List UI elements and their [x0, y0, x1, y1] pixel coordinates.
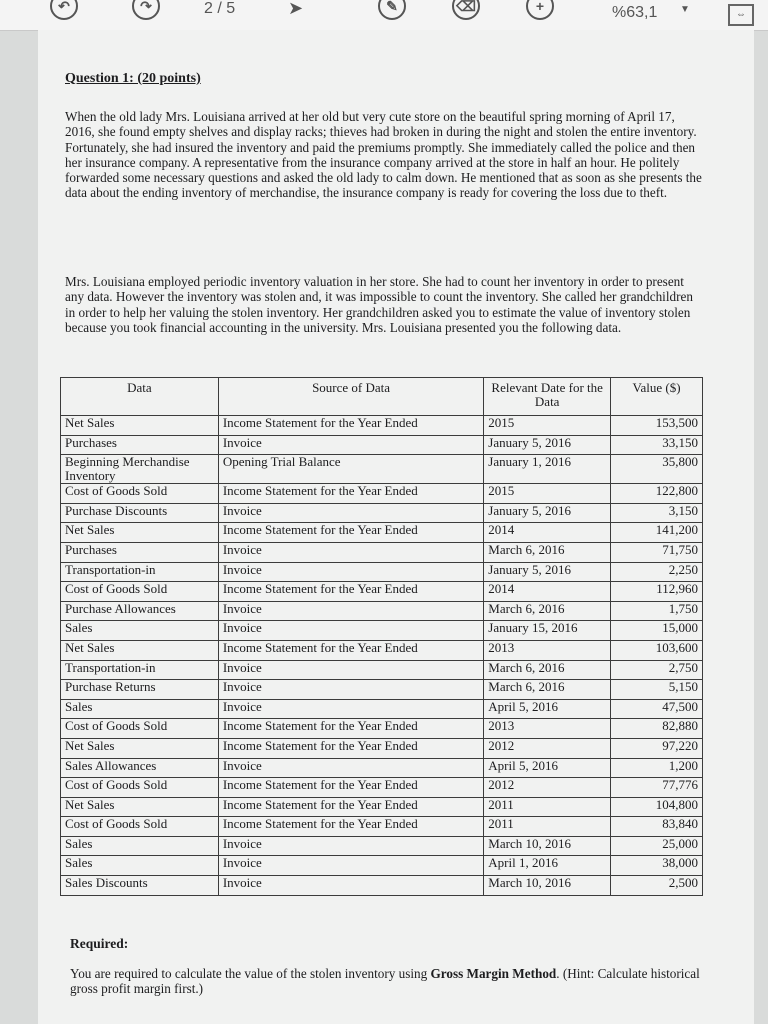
- table-row: [61, 778, 703, 798]
- cell-value: 97,220: [611, 738, 703, 758]
- cell-data: Transportation-in: [61, 562, 219, 582]
- cell-date: March 6, 2016: [484, 660, 611, 680]
- table-row: [61, 876, 703, 896]
- header-source: Source of Data: [218, 378, 483, 416]
- cell-source: Income Statement for the Year Ended: [218, 817, 483, 837]
- cell-data: Cost of Goods Sold: [61, 719, 219, 739]
- table-body: [61, 416, 703, 896]
- cell-data: Purchase Discounts: [61, 503, 219, 523]
- cell-data: Net Sales: [61, 738, 219, 758]
- page-indicator: 2 / 5: [204, 0, 236, 17]
- highlighter-icon[interactable]: ✎: [378, 0, 406, 20]
- table-row: [61, 416, 703, 436]
- cell-source: Invoice: [218, 601, 483, 621]
- cell-data: Cost of Goods Sold: [61, 484, 219, 504]
- cell-value: 77,776: [611, 778, 703, 798]
- cell-source: Income Statement for the Year Ended: [218, 523, 483, 543]
- fit-page-icon[interactable]: ⇔: [728, 4, 754, 26]
- cell-value: 103,600: [611, 640, 703, 660]
- cell-value: 2,750: [611, 660, 703, 680]
- table-row: [61, 719, 703, 739]
- cell-value: 83,840: [611, 817, 703, 837]
- cell-date: 2015: [484, 416, 611, 436]
- table-row: [61, 817, 703, 837]
- table-row: [61, 699, 703, 719]
- table-row: [61, 582, 703, 602]
- header-date: Relevant Date for the Data: [484, 378, 611, 416]
- required-text: [70, 966, 710, 996]
- cell-value: 71,750: [611, 542, 703, 562]
- cell-data: Sales Allowances: [61, 758, 219, 778]
- cell-source: Invoice: [218, 435, 483, 455]
- cell-date: 2011: [484, 797, 611, 817]
- cell-date: March 10, 2016: [484, 876, 611, 896]
- cell-value: 47,500: [611, 699, 703, 719]
- eraser-icon[interactable]: ⌫: [452, 0, 480, 20]
- cell-date: January 5, 2016: [484, 435, 611, 455]
- cell-source: Income Statement for the Year Ended: [218, 640, 483, 660]
- table-row: [61, 836, 703, 856]
- cell-source: Income Statement for the Year Ended: [218, 797, 483, 817]
- cell-source: Opening Trial Balance: [218, 455, 483, 484]
- cell-data: Sales: [61, 699, 219, 719]
- cell-source: Invoice: [218, 621, 483, 641]
- cell-data: Sales: [61, 836, 219, 856]
- cell-source: Invoice: [218, 680, 483, 700]
- cell-date: 2012: [484, 738, 611, 758]
- cell-data: Purchases: [61, 435, 219, 455]
- required-text-before: You are required to calculate the value of the stolen inventory using: [70, 966, 431, 981]
- dropdown-icon[interactable]: ▼: [680, 4, 690, 15]
- table-row: [61, 562, 703, 582]
- cell-source: Income Statement for the Year Ended: [218, 738, 483, 758]
- cell-value: 2,500: [611, 876, 703, 896]
- required-method: Gross Margin Method: [430, 966, 557, 981]
- cell-source: Invoice: [218, 856, 483, 876]
- cell-source: Invoice: [218, 660, 483, 680]
- cell-date: 2011: [484, 817, 611, 837]
- cell-value: 25,000: [611, 836, 703, 856]
- cell-date: March 10, 2016: [484, 836, 611, 856]
- cell-data: Net Sales: [61, 640, 219, 660]
- table-row: [61, 738, 703, 758]
- cell-value: 35,800: [611, 455, 703, 484]
- cell-data: Sales: [61, 621, 219, 641]
- cell-date: 2014: [484, 582, 611, 602]
- cell-value: 1,200: [611, 758, 703, 778]
- cell-data: Purchase Allowances: [61, 601, 219, 621]
- table-row: [61, 758, 703, 778]
- table-row: [61, 503, 703, 523]
- cell-data: Transportation-in: [61, 660, 219, 680]
- cell-data: Net Sales: [61, 797, 219, 817]
- table-row: [61, 601, 703, 621]
- cell-source: Invoice: [218, 876, 483, 896]
- cell-date: January 5, 2016: [484, 562, 611, 582]
- cell-source: Income Statement for the Year Ended: [218, 582, 483, 602]
- cell-data: Cost of Goods Sold: [61, 778, 219, 798]
- cell-value: 38,000: [611, 856, 703, 876]
- cell-source: Invoice: [218, 562, 483, 582]
- data-table: [60, 377, 703, 896]
- cell-value: 5,150: [611, 680, 703, 700]
- cell-data: Sales: [61, 856, 219, 876]
- required-text-after: . (Hint: Calculate historical gross profit margin first.): [70, 966, 700, 996]
- cell-date: January 15, 2016: [484, 621, 611, 641]
- cell-source: Invoice: [218, 542, 483, 562]
- cell-source: Income Statement for the Year Ended: [218, 778, 483, 798]
- undo-icon[interactable]: ↶: [50, 0, 78, 20]
- cell-date: January 5, 2016: [484, 503, 611, 523]
- cell-date: March 6, 2016: [484, 542, 611, 562]
- cell-date: March 6, 2016: [484, 601, 611, 621]
- cell-data: Cost of Goods Sold: [61, 817, 219, 837]
- required-label: Required:: [70, 936, 129, 951]
- cell-value: 3,150: [611, 503, 703, 523]
- header-data: Data: [61, 378, 219, 416]
- cell-value: 82,880: [611, 719, 703, 739]
- cell-source: Invoice: [218, 758, 483, 778]
- cell-source: Income Statement for the Year Ended: [218, 719, 483, 739]
- cell-value: 112,960: [611, 582, 703, 602]
- cell-source: Invoice: [218, 699, 483, 719]
- cell-value: 1,750: [611, 601, 703, 621]
- table-row: [61, 621, 703, 641]
- cell-date: 2015: [484, 484, 611, 504]
- cell-source: Income Statement for the Year Ended: [218, 416, 483, 436]
- cell-data: Purchase Returns: [61, 680, 219, 700]
- cell-data: Sales Discounts: [61, 876, 219, 896]
- cell-date: March 6, 2016: [484, 680, 611, 700]
- cell-data: Purchases: [61, 542, 219, 562]
- add-icon[interactable]: +: [526, 0, 554, 20]
- redo-icon[interactable]: ↷: [132, 0, 160, 20]
- zoom-level[interactable]: %63,1: [612, 4, 658, 21]
- cell-date: 2014: [484, 523, 611, 543]
- table-row: [61, 435, 703, 455]
- cell-source: Invoice: [218, 503, 483, 523]
- cell-source: Invoice: [218, 836, 483, 856]
- cell-value: 2,250: [611, 562, 703, 582]
- scenario-paragraph: When the old lady Mrs. Louisiana arrived at her old but very cute store on the beautiful spring morning of April 17, 2016, she found empty shelves and display racks; thieves had broken in during the night and stolen the entire inventory. Fortunately, she had insured the inventory and paid the premiums promptly. She immediately called the police and then her insurance company. A representative from the insurance company arrived at the store in half an hour. He politely forwarded some necessary questions and asked the old lady to calm down. He mentioned that as soon as she presents the data about the ending inventory of merchandise, the insurance company is ready for covering the loss due to theft.: [65, 109, 702, 201]
- cell-data: Net Sales: [61, 523, 219, 543]
- cursor-icon[interactable]: ➤: [288, 0, 304, 18]
- table-row: [61, 640, 703, 660]
- table-row: [61, 660, 703, 680]
- cell-value: 153,500: [611, 416, 703, 436]
- inventory-paragraph: Mrs. Louisiana employed periodic inventory valuation in her store. She had to count her inventory in order to present any data. However the inventory was stolen and, it was impossible to count the inventory. She called her grandchildren in order to help her valuing the stolen inventory. Her grandchildren asked you to estimate the value of inventory stolen because you took financial accounting in the university. Mrs. Louisiana presented you the following data.: [65, 274, 693, 335]
- cell-date: 2013: [484, 640, 611, 660]
- cell-date: 2012: [484, 778, 611, 798]
- cell-value: 122,800: [611, 484, 703, 504]
- table-row: [61, 523, 703, 543]
- cell-data: Beginning Merchandise Inventory: [61, 455, 219, 484]
- table-row: [61, 680, 703, 700]
- viewer-toolbar: [0, 0, 768, 31]
- header-value: Value ($): [611, 378, 703, 416]
- cell-date: April 1, 2016: [484, 856, 611, 876]
- table-row: [61, 484, 703, 504]
- cell-date: January 1, 2016: [484, 455, 611, 484]
- table-row: [61, 542, 703, 562]
- cell-value: 33,150: [611, 435, 703, 455]
- table-row: [61, 797, 703, 817]
- cell-value: 141,200: [611, 523, 703, 543]
- table-row: [61, 856, 703, 876]
- cell-date: April 5, 2016: [484, 699, 611, 719]
- cell-value: 15,000: [611, 621, 703, 641]
- cell-date: April 5, 2016: [484, 758, 611, 778]
- cell-data: Cost of Goods Sold: [61, 582, 219, 602]
- cell-value: 104,800: [611, 797, 703, 817]
- cell-source: Income Statement for the Year Ended: [218, 484, 483, 504]
- cell-date: 2013: [484, 719, 611, 739]
- cell-data: Net Sales: [61, 416, 219, 436]
- table-row: [61, 455, 703, 484]
- question-title: Question 1: (20 points): [65, 71, 201, 86]
